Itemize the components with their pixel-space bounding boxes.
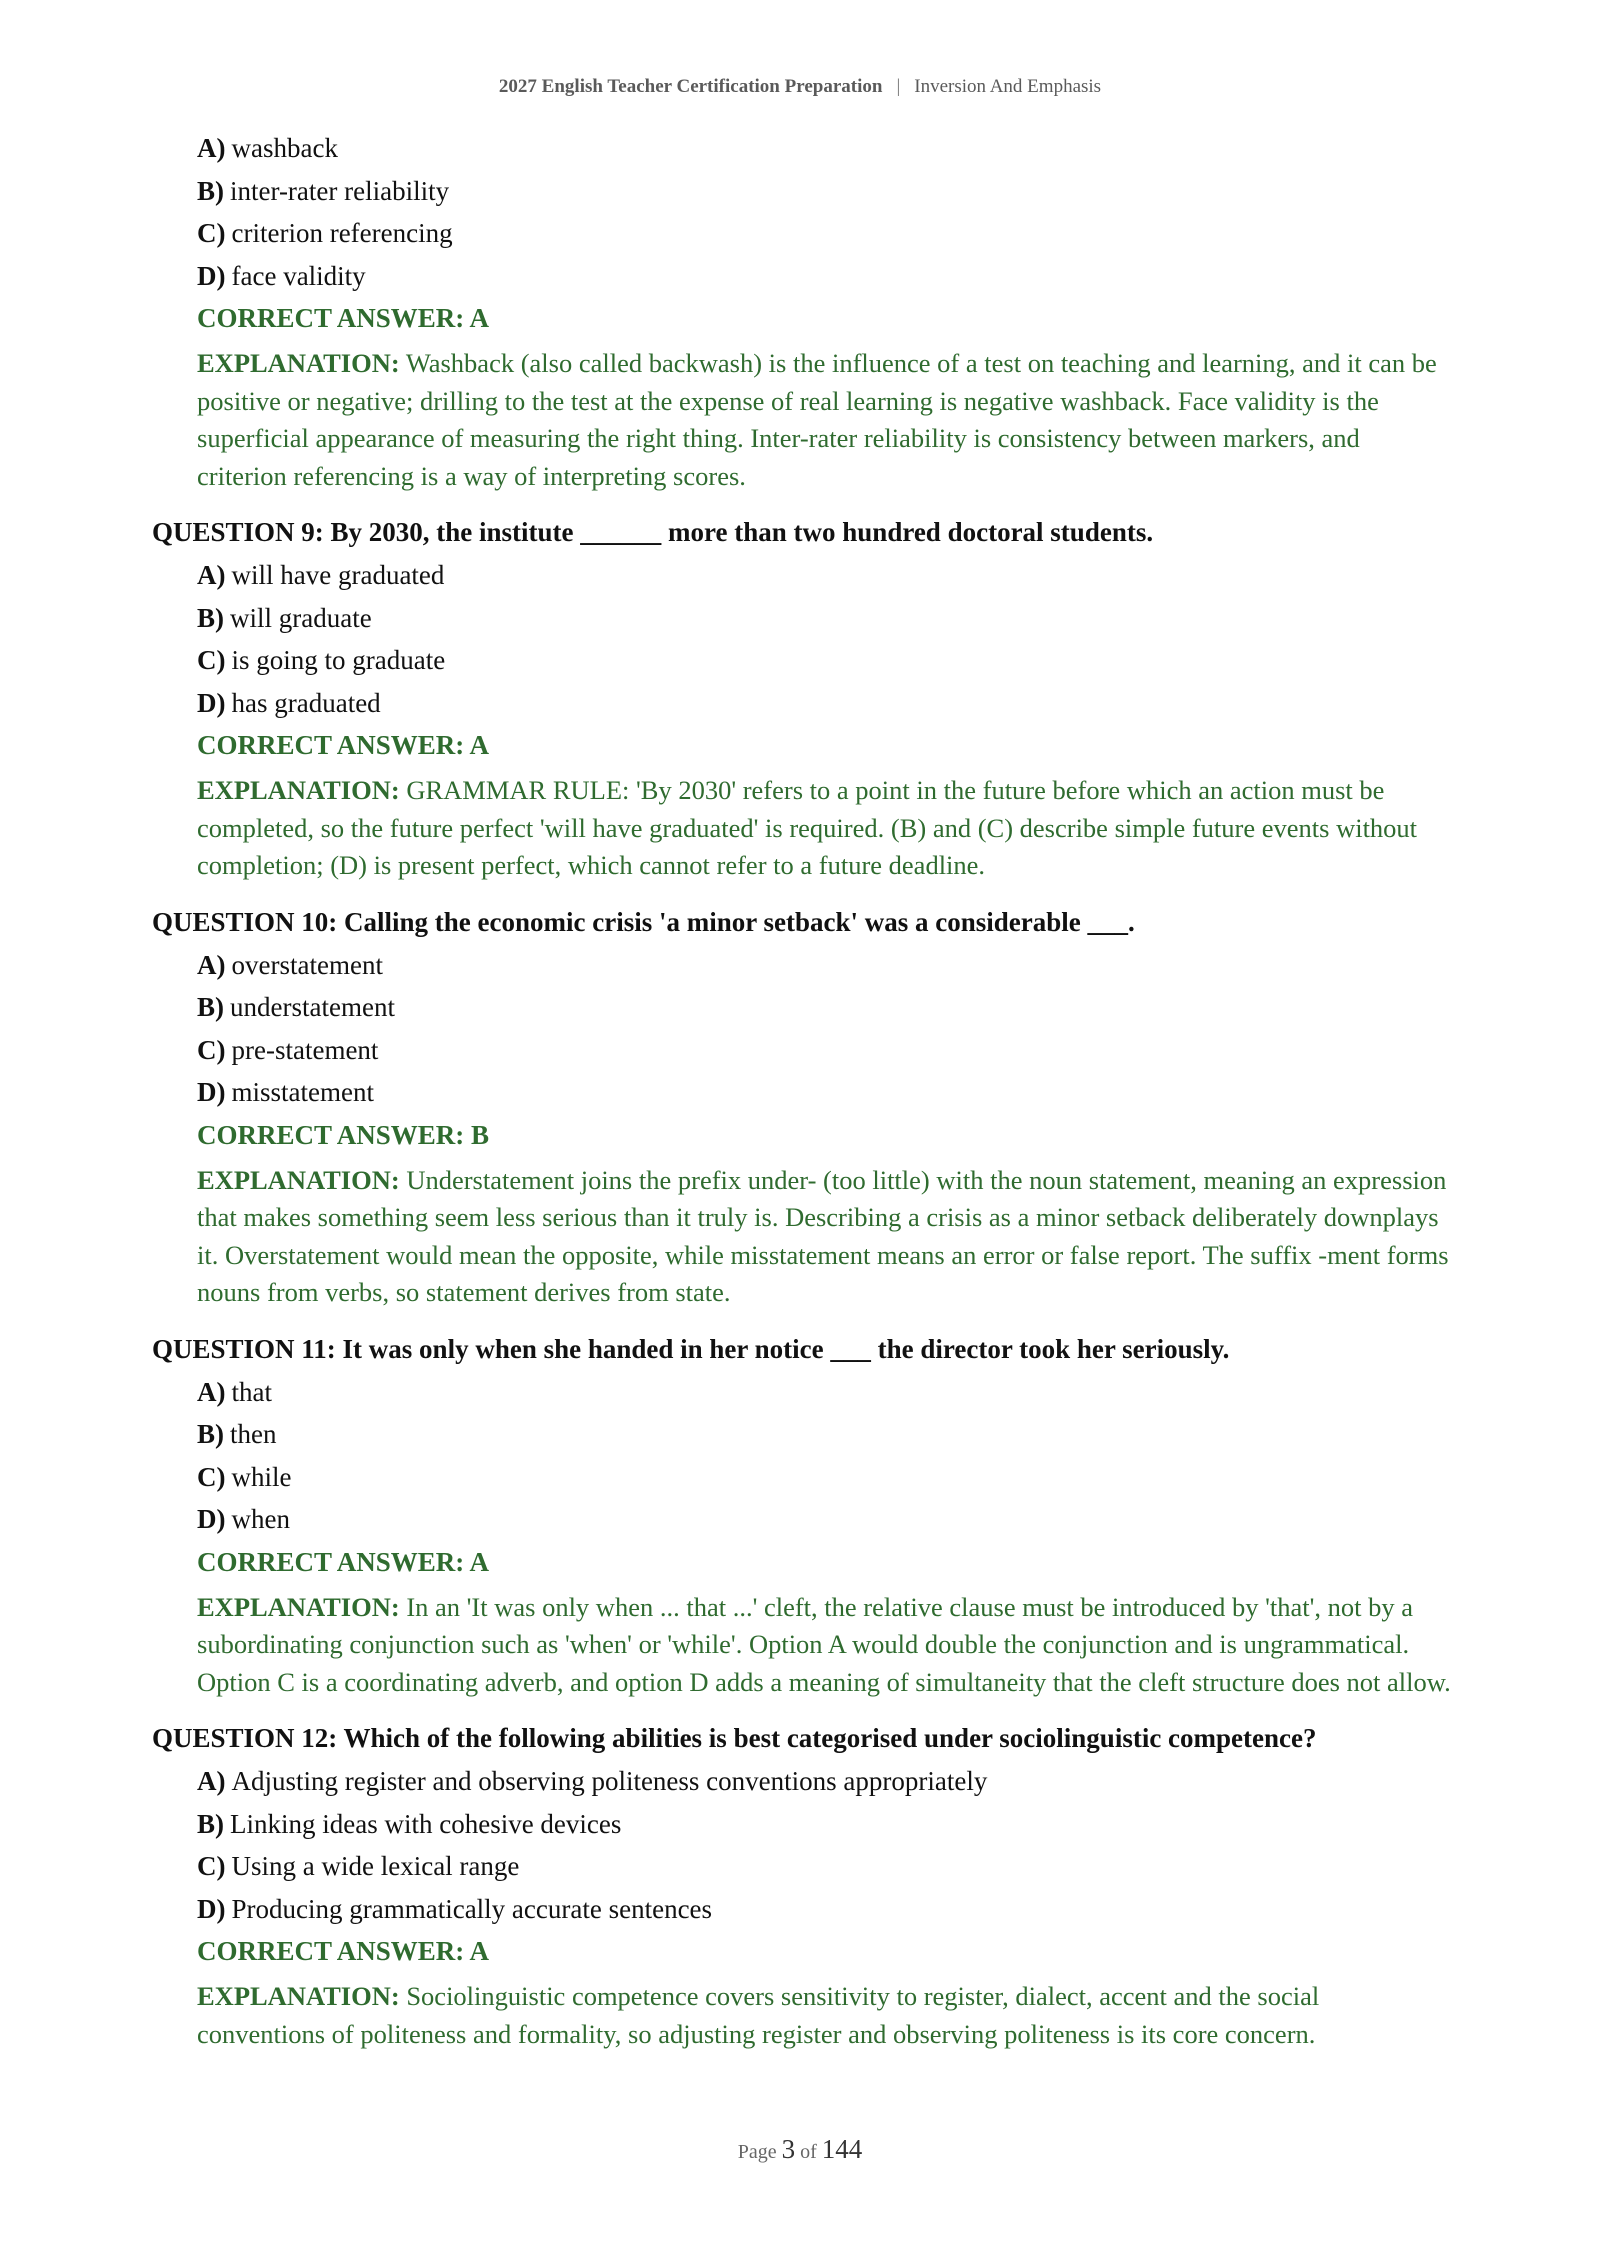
option-a: [197, 1377, 1452, 1407]
question-prompt: QUESTION 10: Calling the economic crisis 'a minor setback' was a considerable ___.: [152, 906, 1135, 937]
option-c: [197, 1035, 1452, 1065]
explanation-text: Sociolinguistic competence covers sensitivity to register, dialect, accent and the social conventions of politeness and formality, so adjusting register and observing politeness is its core concern.: [197, 1981, 1320, 2049]
chapter-topic: Inversion And Emphasis: [914, 76, 1102, 97]
option-text: Linking ideas with cohesive devices: [230, 1808, 622, 1839]
option-text: Adjusting register and observing politeness conventions appropriately: [231, 1766, 988, 1796]
correct-answer: CORRECT ANSWER: B: [197, 1119, 490, 1150]
question-prompt: QUESTION 9: By 2030, the institute ______ more than two hundred doctoral students.: [152, 517, 1154, 547]
option-text: understatement: [230, 992, 395, 1022]
option-a: [197, 133, 1452, 163]
explanation-label: EXPLANATION:: [197, 1981, 400, 2011]
option-b: [197, 176, 1452, 206]
explanation: [152, 1589, 1452, 1702]
option-text: that: [231, 1376, 272, 1407]
option-text: inter-rater reliability: [230, 175, 450, 206]
option-a: [197, 950, 1452, 980]
option-letter: C): [197, 1851, 226, 1881]
of-word: of: [800, 2141, 817, 2163]
explanation-label: EXPLANATION:: [197, 1164, 400, 1195]
option-text: misstatement: [231, 1077, 374, 1107]
option-letter: D): [197, 1077, 226, 1107]
option-letter: A): [197, 949, 226, 980]
option-letter: D): [197, 260, 226, 291]
option-text: has graduated: [231, 687, 381, 718]
option-b: [197, 1809, 1452, 1839]
explanation: [152, 345, 1452, 495]
question-block-10: [152, 906, 1452, 1312]
option-a: [197, 1766, 1452, 1796]
question-block-12: [152, 1722, 1452, 2053]
option-letter: C): [197, 1034, 226, 1065]
option-list: [152, 1766, 1452, 1924]
page-number: 3: [781, 2134, 796, 2164]
option-text: while: [231, 1461, 292, 1492]
explanation: [152, 1162, 1452, 1312]
running-header: [0, 76, 1600, 98]
option-letter: A): [197, 560, 226, 590]
option-list: [152, 133, 1452, 291]
option-letter: B): [197, 1808, 224, 1839]
page-footer: [0, 2134, 1600, 2165]
option-letter: A): [197, 133, 226, 163]
question-prompt: QUESTION 12: Which of the following abilities is best categorised under sociolinguistic competence?: [152, 1723, 1317, 1753]
explanation-text: Washback (also called backwash) is the influence of a test on teaching and learning, and it can be positive or negative; drilling to the test at the expense of real learning is negative washback. Face validity is the superficial appearance of measuring the right thing. Inter-rater reliability is consistency between markers, and criterion referencing is a way of interpreting scores.: [197, 348, 1437, 491]
option-c: [197, 1462, 1452, 1492]
option-text: face validity: [231, 260, 366, 291]
option-b: [197, 992, 1452, 1022]
correct-answer: CORRECT ANSWER: A: [197, 303, 490, 333]
option-text: then: [230, 1419, 277, 1449]
option-text: Using a wide lexical range: [231, 1851, 520, 1881]
option-b: [197, 603, 1452, 633]
document-title: 2027 English Teacher Certification Preparation: [498, 76, 883, 97]
explanation-label: EXPLANATION:: [197, 1591, 400, 1622]
option-text: overstatement: [231, 949, 383, 980]
option-d: [197, 1077, 1452, 1107]
option-letter: B): [197, 992, 224, 1022]
option-letter: B): [197, 175, 224, 206]
option-c: [197, 218, 1452, 248]
correct-answer: CORRECT ANSWER: A: [197, 1936, 490, 1966]
option-b: [197, 1419, 1452, 1449]
page-content: [152, 133, 1452, 2053]
option-letter: D): [197, 687, 226, 718]
question-block-11: [152, 1333, 1452, 1702]
option-list: [152, 560, 1452, 718]
correct-answer: CORRECT ANSWER: A: [197, 730, 490, 760]
header-separator: |: [896, 76, 901, 97]
explanation-label: EXPLANATION:: [197, 775, 400, 805]
option-d: [197, 1894, 1452, 1924]
option-text: Producing grammatically accurate sentences: [231, 1893, 713, 1924]
option-text: criterion referencing: [231, 218, 453, 248]
option-text: will have graduated: [231, 560, 445, 590]
option-d: [197, 1504, 1452, 1534]
option-letter: D): [197, 1893, 226, 1924]
option-c: [197, 1851, 1452, 1881]
correct-answer: CORRECT ANSWER: A: [197, 1546, 490, 1577]
page-word: Page: [737, 2141, 777, 2163]
option-text: washback: [231, 133, 338, 163]
option-c: [197, 645, 1452, 675]
option-d: [197, 261, 1452, 291]
explanation-label: EXPLANATION:: [197, 348, 400, 378]
total-pages: 144: [821, 2134, 863, 2164]
option-list: [152, 950, 1452, 1108]
option-text: when: [231, 1504, 290, 1534]
option-list: [152, 1377, 1452, 1535]
option-letter: C): [197, 218, 226, 248]
option-letter: A): [197, 1376, 226, 1407]
option-d: [197, 688, 1452, 718]
option-letter: B): [197, 1419, 224, 1449]
option-letter: D): [197, 1504, 226, 1534]
option-letter: B): [197, 602, 224, 633]
explanation-text: GRAMMAR RULE: 'By 2030' refers to a point in the future before which an action must be completed, so the future perfect 'will have graduated' is required. (B) and (C) describe simple future events without completion; (D) is present perfect, which cannot refer to a future deadline.: [197, 775, 1418, 880]
explanation: [152, 772, 1452, 885]
option-letter: C): [197, 1461, 226, 1492]
option-a: [197, 560, 1452, 590]
explanation: [152, 1978, 1452, 2053]
option-text: is going to graduate: [231, 645, 446, 675]
option-text: pre-statement: [231, 1034, 379, 1065]
option-letter: A): [197, 1766, 226, 1796]
explanation-text: Understatement joins the prefix under- (too little) with the noun statement, meaning an expression that makes something seem less serious than it truly is. Describing a crisis as a minor setback deliberately downplays it. Overstatement would mean the opposite, while misstatement means an error or false report. The suffix -ment forms nouns from verbs, so statement derives from state.: [197, 1164, 1449, 1307]
question-prompt: QUESTION 11: It was only when she handed in her notice ___ the director took her seriously.: [152, 1333, 1230, 1364]
option-letter: C): [197, 645, 226, 675]
option-text: will graduate: [230, 602, 372, 633]
explanation-text: In an 'It was only when ... that ...' cleft, the relative clause must be introduced by 'that', not by a subordinating conjunction such as 'when' or 'while'. Option A would double the conjunction and is ungrammatical. Option C is a coordinating adverb, and option D adds a meaning of simultaneity that the cleft structure does not allow.: [197, 1591, 1451, 1697]
question-block-continued: [152, 133, 1452, 495]
question-block-9: [152, 516, 1452, 885]
